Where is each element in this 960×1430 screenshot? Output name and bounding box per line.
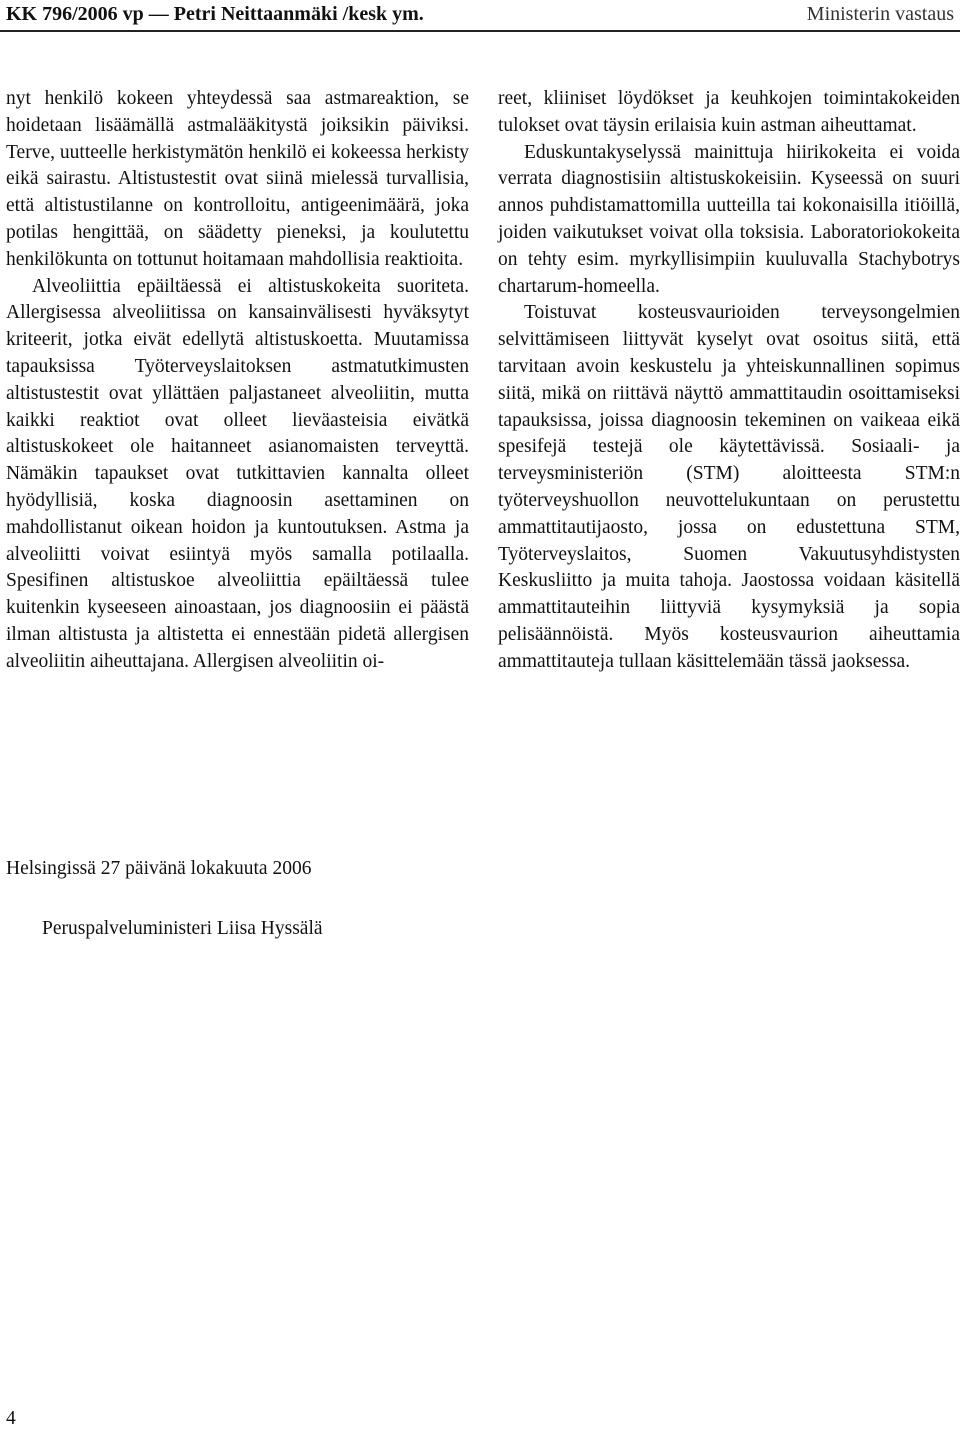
left-column	[6, 86, 469, 676]
paragraph: Toistuvat kosteusvaurioiden terveysongelmien selvittämiseen liittyvät kyselyt ovat osoitus siitä, että tarvitaan avoin keskustelu ja yhteiskunnallinen sopimus siitä, mikä on riittävä näyttö ammattitaudin osoittamiseksi tapauksissa, joissa diagnoosin tekeminen on vaikeaa eikä spesifejä testejä ole käytettävissä. Sosiaali- ja terveysministeriön (STM) aloitteesta STM:n työterveyshuollon neuvottelukuntaan on perustettu ammattitautijaosto, jossa on edustettuna STM, Työterveyslaitos, Suomen Vakuutusyhdistysten Keskusliitto ja muita tahoja. Jaostossa voidaan käsitellä ammattitauteihin liittyviä kysymyksiä ja sopia pelisäännöistä. Myös kosteusvaurion aiheuttamia ammattitauteja tullaan käsittelemään tässä jaoksessa.	[498, 302, 960, 672]
paragraph: Eduskuntakyselyssä mainittuja hiirikokeita ei voida verrata diagnostisiin altistuskokeisiin. Kyseessä on suuri annos puhdistamattomilla uutteilla tai kokonaisilla itiöillä, joiden vaikutukset voivat olla toksisia. Laboratoriokokeita on tehty esim. myrkyllisimpiin kuuluvalla Stachybotrys chartarum-homeella.	[498, 141, 960, 297]
page-number: 4	[6, 1408, 16, 1429]
section-title: Ministerin vastaus	[806, 3, 954, 25]
right-column	[498, 86, 960, 676]
header-divider	[0, 30, 960, 32]
paragraph: Alveoliittia epäiltäessä ei altistuskokeita suoriteta. Allergisessa alveoliitissa on kansainvälisesti hyväksytyt kriteerit, jotka eivät edellytä altistuskoetta. Muutamissa tapauksissa Työterveyslaitoksen astmatutkimusten altistustestit ovat yllättäen paljastaneet alveoliitin, mutta kaikki reaktiot ovat olleet lieväasteisia eivätkä altistuskokeet ole haitanneet asianomaisten terveyttä. Nämäkin tapaukset ovat tutkittavien kannalta olleet hyödyllisiä, koska diagnoosin asettaminen on mahdollistanut oikean hoidon ja kuntoutuksen. Astma ja alveoliitti voivat esiintyä myös samalla potilaalla. Spesifinen altistuskoe alveoliittia epäiltäessä tulee kuitenkin kyseeseen ainoastaan, jos diagnoosiin ei päästä ilman altistusta ja altistetta ei ennestään pidetä allergisen alveoliitin aiheuttajana. Allergisen alveoliitin oi-	[6, 275, 469, 672]
paragraph: nyt henkilö kokeen yhteydessä saa astmareaktion, se hoidetaan lisäämällä astmalääkitystä joiksikin päiviksi. Terve, uutteelle herkistymätön henkilö ei kokeessa herkisty eikä sairastu. Altistustestit ovat siinä mielessä turvallisia, että altistustilanne on kontrolloitu, antigeenimäärä, joka potilas hengittää, on säädetty pieneksi, ja koulutettu henkilökunta on tottunut hoitamaan mahdollisia reaktioita.	[6, 88, 469, 270]
document-reference: KK 796/2006 vp — Petri Neittaanmäki /kesk ym.	[6, 3, 424, 25]
signatory: Peruspalveluministeri Liisa Hyssälä	[42, 918, 323, 939]
place-and-date: Helsingissä 27 päivänä lokakuuta 2006	[6, 858, 312, 879]
page-header	[6, 0, 954, 28]
paragraph: reet, kliiniset löydökset ja keuhkojen toimintakokeiden tulokset ovat täysin erilaisia kuin astman aiheuttamat.	[498, 88, 960, 136]
